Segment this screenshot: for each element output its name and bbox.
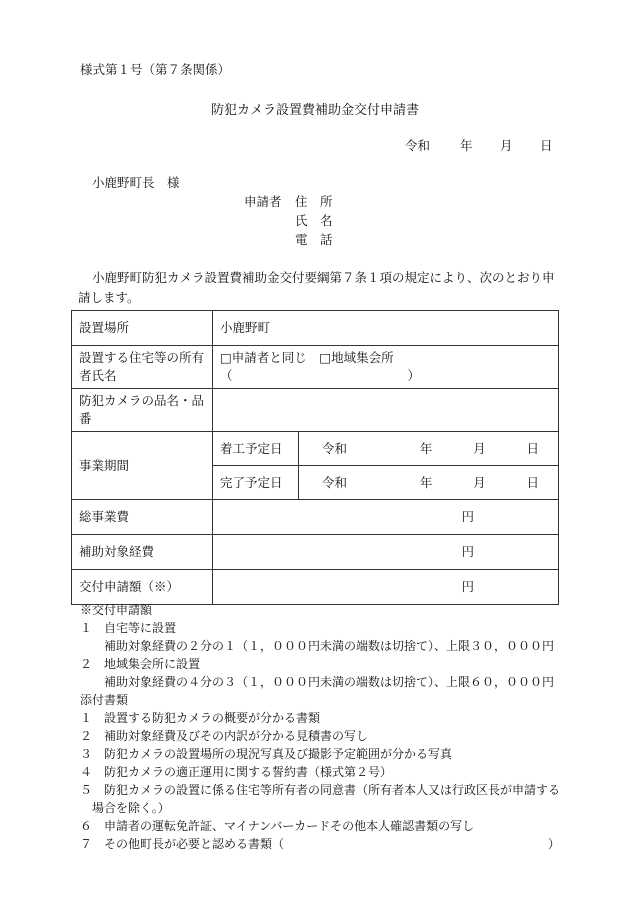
total-cost-value: 円 <box>213 500 559 535</box>
camera-label: 防犯カメラの品名・品番 <box>72 389 213 432</box>
end-label: 完了予定日 <box>213 466 299 500</box>
start-era: 令和 <box>322 440 348 456</box>
start-date-cell <box>299 432 559 466</box>
application-table <box>71 310 559 605</box>
table-row <box>72 389 559 432</box>
applicant-label: 申請者 <box>244 194 282 209</box>
intro-paragraph: 小鹿野町防犯カメラ設置費補助金交付要綱第７条１項の規定により、次のとおり申請します。 <box>78 270 555 305</box>
owner-label: 設置する住宅等の所有者氏名 <box>72 346 213 389</box>
end-year: 年 <box>419 474 433 490</box>
period-label: 事業期間 <box>72 432 213 500</box>
table-row <box>72 570 559 605</box>
notes-section <box>80 601 560 853</box>
date-era: 令和 <box>405 138 431 153</box>
applicant-address-label: 住 所 <box>295 194 333 209</box>
total-cost-label: 総事業費 <box>72 500 213 535</box>
list-item: ２ 補助対象経費及びその内訳が分かる見積書の写し <box>80 729 369 743</box>
subsidy-item-2-detail: 補助対象経費の４分の３（１，０００円未満の端数は切捨て）、上限６０，０００円 <box>104 675 555 689</box>
start-label: 着工予定日 <box>213 432 299 466</box>
document-title: 防犯カメラ設置費補助金交付申請書 <box>210 103 419 118</box>
list-item: ７ その他町長が必要と認める書類（ ） <box>80 837 561 851</box>
end-era: 令和 <box>322 474 348 490</box>
list-item: ４ 防犯カメラの適正運用に関する誓約書（様式第２号） <box>80 765 393 779</box>
table-row <box>72 346 559 389</box>
date-year: 年 <box>460 138 473 153</box>
request-amount-value: 円 <box>213 570 559 605</box>
request-amount-label: 交付申請額（※） <box>72 570 213 605</box>
table-row <box>72 432 559 466</box>
end-day: 日 <box>526 474 539 490</box>
table-row <box>72 535 559 570</box>
subsidy-item-2-title: ２ 地域集会所に設置 <box>80 657 201 671</box>
end-month: 月 <box>473 474 486 490</box>
date-day: 日 <box>540 138 553 153</box>
form-number: 様式第１号（第７条関係） <box>80 62 231 77</box>
list-item: ５ 防犯カメラの設置に係る住宅等所有者の同意書（所有者本人又は行政区長が申請する場合を除く。） <box>80 783 561 815</box>
camera-value <box>213 389 559 432</box>
addressee: 小鹿野町長 様 <box>92 175 180 190</box>
attachments-title: 添付書類 <box>80 693 129 707</box>
date-month: 月 <box>500 138 513 153</box>
location-label: 設置場所 <box>72 311 213 346</box>
subsidy-item-1-detail: 補助対象経費の２分の１（１，０００円未満の端数は切捨て）、上限３０，０００円 <box>104 639 555 653</box>
eligible-cost-label: 補助対象経費 <box>72 535 213 570</box>
applicant-name-label: 氏 名 <box>295 213 333 228</box>
list-item: ６ 申請者の運転免許証、マイナンバーカードその他本人確認書類の写し <box>80 819 475 833</box>
subsidy-item-1-title: １ 自宅等に設置 <box>80 621 177 635</box>
start-month: 月 <box>473 440 486 456</box>
start-day: 日 <box>526 440 539 456</box>
subsidy-note-title: ※交付申請額 <box>80 603 153 617</box>
eligible-cost-value: 円 <box>213 535 559 570</box>
table-row <box>72 311 559 346</box>
applicant-phone-label: 電 話 <box>295 232 333 247</box>
end-date-cell <box>299 466 559 500</box>
list-item: ３ 防犯カメラの設置場所の現況写真及び撮影予定範囲が分かる写真 <box>80 747 453 761</box>
table-row <box>72 500 559 535</box>
list-item: １ 設置する防犯カメラの概要が分かる書類 <box>80 711 321 725</box>
start-year: 年 <box>419 440 433 456</box>
owner-value: □申請者と同じ □地域集会所（ ） <box>213 346 559 389</box>
location-value: 小鹿野町 <box>213 311 559 346</box>
